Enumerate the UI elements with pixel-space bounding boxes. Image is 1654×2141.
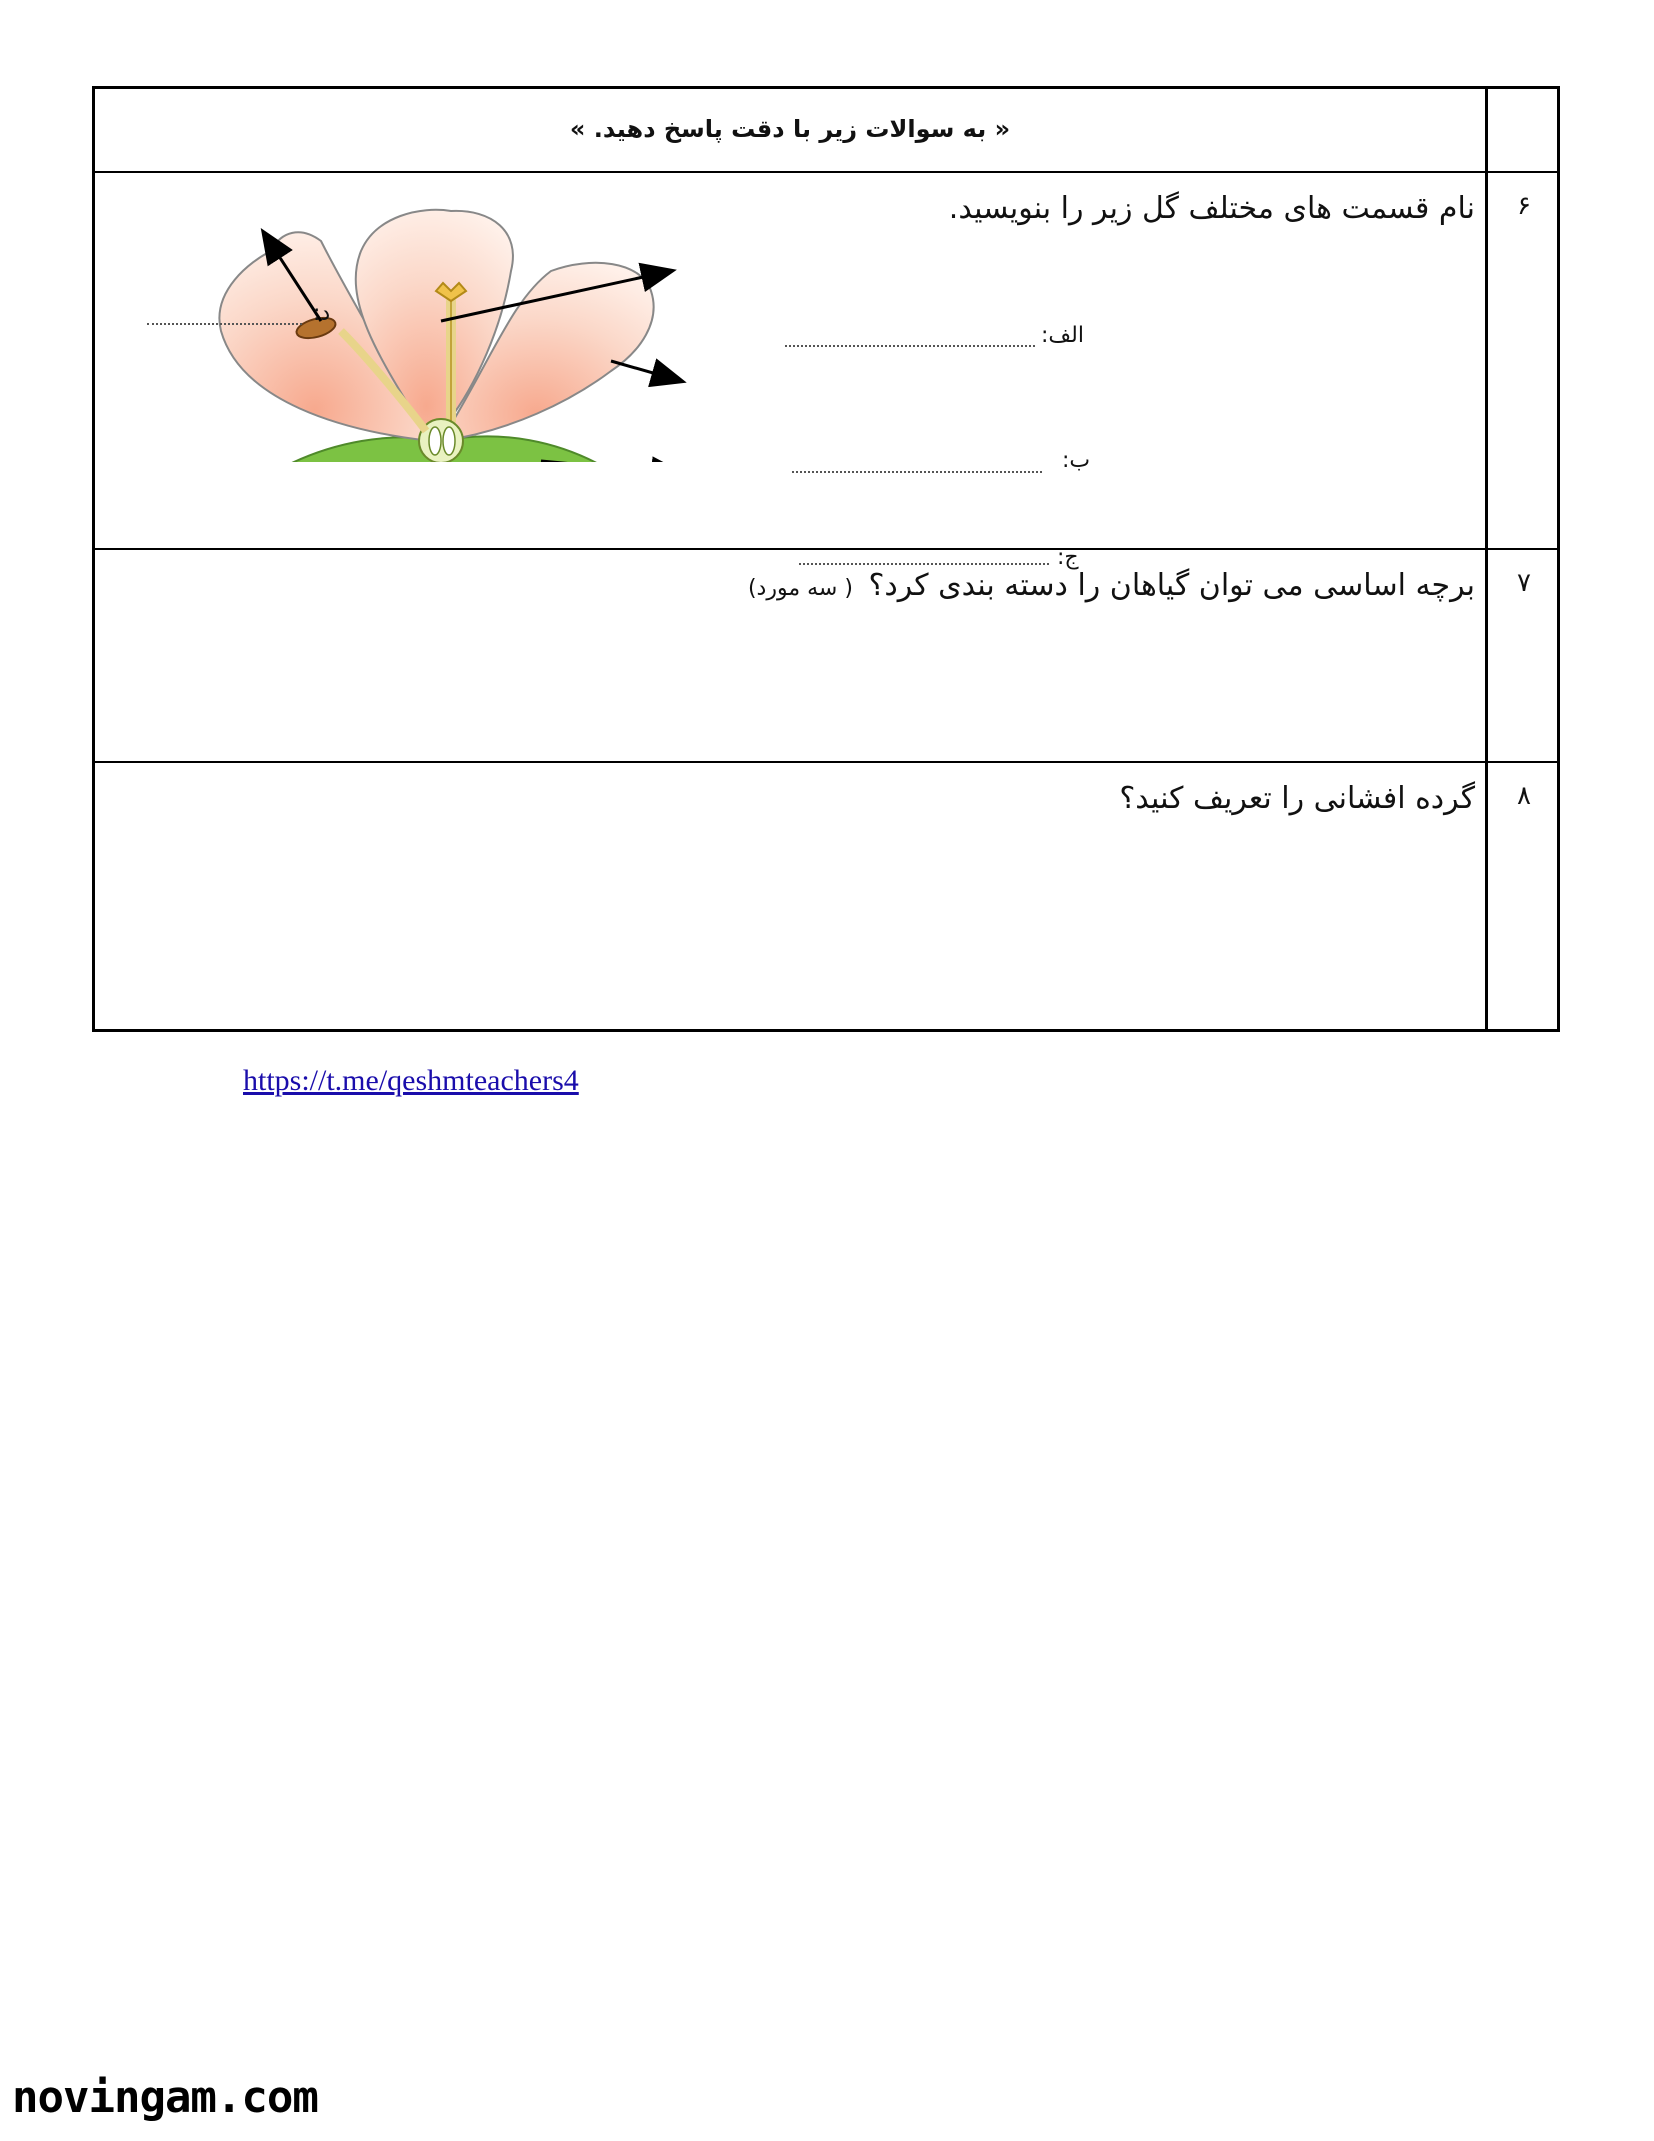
label-jim: ج: <box>1057 545 1079 570</box>
question-text: نام قسمت های مختلف گل زیر را بنویسید. <box>948 191 1475 226</box>
flower-diagram <box>3 87 1393 462</box>
question-text: گرده افشانی را تعریف کنید؟ <box>1119 781 1475 816</box>
question-7-main-text: برچه اساسی می توان گیاهان را دسته بندی کرد؟ <box>868 568 1475 603</box>
question-number: ۷ <box>1517 568 1531 598</box>
answer-blank-be[interactable] <box>792 471 1042 473</box>
label-be: ب: <box>1062 448 1091 473</box>
question-number: ۸ <box>1517 781 1531 811</box>
exam-table <box>92 86 1560 1032</box>
question-7-note: ( سه مورد) <box>747 576 853 601</box>
label-dal: د: <box>313 301 331 326</box>
source-link[interactable]: https://t.me/qeshmteachers4 <box>243 1064 579 1097</box>
sepal-right-shape <box>441 436 611 462</box>
arrow-be <box>611 361 681 381</box>
site-watermark: novingam.com <box>12 2072 318 2123</box>
question-text <box>748 568 1475 603</box>
label-alef: الف: <box>1041 323 1085 348</box>
question-number: ۶ <box>1517 191 1531 221</box>
question-8-row <box>95 763 1557 1031</box>
answer-blank-dal[interactable] <box>147 323 302 325</box>
answer-blank-alef[interactable] <box>785 345 1035 347</box>
question-6-row <box>95 173 1557 570</box>
question-7-row <box>95 550 1557 761</box>
instruction-header: « به سوالات زیر با دقت پاسخ دهید. » <box>569 115 1011 143</box>
